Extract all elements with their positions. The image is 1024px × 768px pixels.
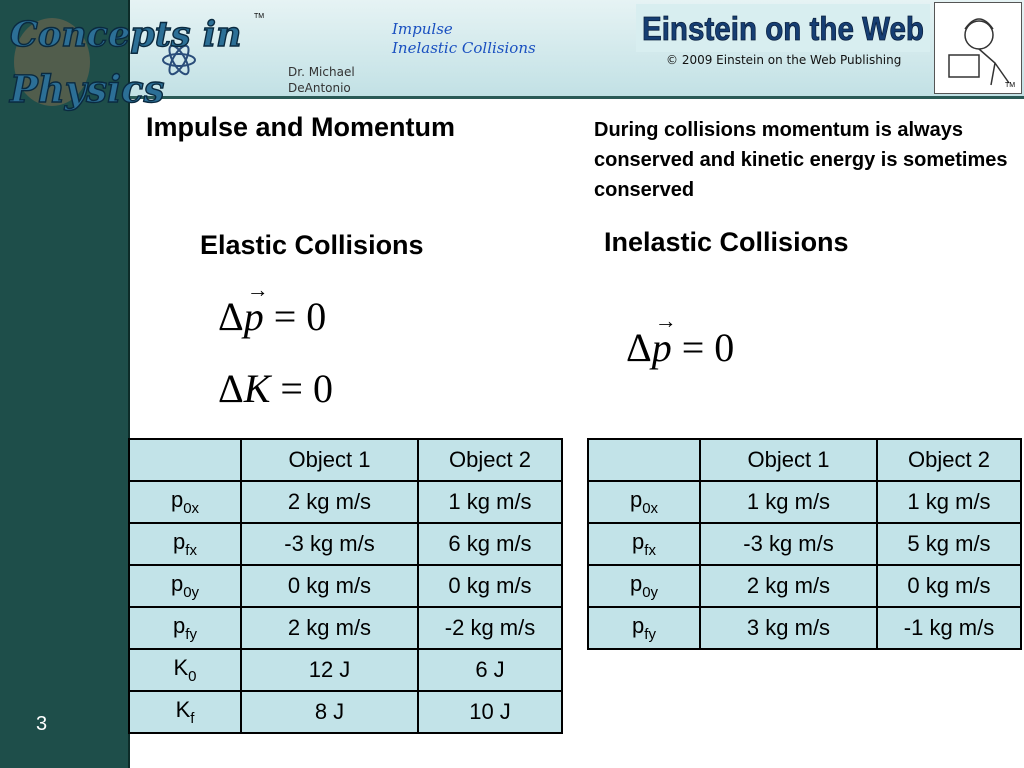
delta-symbol: Δ — [626, 325, 652, 370]
cell-object-1: 2 kg m/s — [241, 607, 418, 649]
author-line2: DeAntonio — [288, 81, 351, 95]
cell-object-2: 6 J — [418, 649, 562, 691]
einstein-cartoon-icon — [934, 2, 1022, 94]
equation-rhs: = 0 — [280, 366, 333, 411]
inelastic-heading: Inelastic Collisions — [604, 227, 849, 257]
row-label: $p_{fx}$ — [129, 523, 241, 565]
elastic-heading: Elastic Collisions — [200, 230, 424, 260]
momentum-variable: p — [243, 294, 264, 339]
elastic-energy-equation — [218, 365, 333, 412]
table-row — [129, 523, 562, 565]
header-object-1: Object 1 — [241, 439, 418, 481]
elastic-momentum-equation — [218, 277, 327, 340]
cell-object-1: 12 J — [241, 649, 418, 691]
row-label: $K_0$ — [129, 649, 241, 691]
header-object-1: Object 1 — [700, 439, 877, 481]
cell-object-2: 0 kg m/s — [418, 565, 562, 607]
delta-symbol: Δ — [218, 294, 244, 339]
header-cell-empty — [129, 439, 241, 481]
table-header-row — [588, 439, 1021, 481]
momentum-vector-symbol — [243, 277, 269, 340]
cell-object-1: 0 kg m/s — [241, 565, 418, 607]
equation-rhs: = 0 — [681, 325, 735, 370]
cell-object-1: 8 J — [241, 691, 418, 733]
banner-tm: TM — [1005, 82, 1016, 89]
momentum-variable: p — [651, 325, 672, 370]
cell-object-1: -3 kg m/s — [241, 523, 418, 565]
row-label: $p_{fy}$ — [588, 607, 700, 649]
cell-object-2: 10 J — [418, 691, 562, 733]
momentum-vector-symbol — [651, 308, 677, 371]
header-cell-empty — [588, 439, 700, 481]
logo-line1: Concepts in — [10, 14, 242, 55]
sidebar — [0, 0, 130, 768]
subtitle-line2: Inelastic Collisions — [392, 39, 536, 57]
row-label: $p_{0y}$ — [588, 565, 700, 607]
logo-tm: TM — [254, 13, 265, 20]
row-label: $p_{0x}$ — [129, 481, 241, 523]
cell-object-1: 2 kg m/s — [241, 481, 418, 523]
equation-rhs: = 0 — [273, 294, 327, 339]
cell-object-2: -1 kg m/s — [877, 607, 1021, 649]
lesson-subtitle — [392, 20, 536, 58]
table-row — [129, 481, 562, 523]
table-row — [129, 691, 562, 733]
table-row — [129, 565, 562, 607]
header-object-2: Object 2 — [418, 439, 562, 481]
einstein-on-the-web-logo — [636, 4, 930, 52]
cell-object-1: 2 kg m/s — [700, 565, 877, 607]
header-object-2: Object 2 — [877, 439, 1021, 481]
cell-object-2: -2 kg m/s — [418, 607, 562, 649]
cell-object-2: 1 kg m/s — [418, 481, 562, 523]
concepts-in-physics-logo — [4, 2, 270, 112]
row-label: $p_{fx}$ — [588, 523, 700, 565]
table-row — [588, 481, 1021, 523]
energy-variable: K — [243, 366, 271, 411]
row-label: $p_{fy}$ — [129, 607, 241, 649]
cell-object-1: 3 kg m/s — [700, 607, 877, 649]
vector-arrow-icon: → — [246, 277, 269, 302]
cell-object-2: 0 kg m/s — [877, 565, 1021, 607]
table-row — [129, 607, 562, 649]
author-line1: Dr. Michael — [288, 65, 355, 79]
delta-symbol: Δ — [218, 366, 244, 411]
conservation-note: During collisions momentum is always conserved and kinetic energy is sometimes conserved — [594, 119, 1008, 201]
table-row — [588, 607, 1021, 649]
table-row — [588, 565, 1021, 607]
cell-object-2: 6 kg m/s — [418, 523, 562, 565]
vector-arrow-icon: → — [654, 308, 677, 333]
inelastic-collision-table — [587, 438, 1022, 650]
inelastic-momentum-equation — [626, 308, 735, 371]
copyright-text: © 2009 Einstein on the Web Publishing — [666, 53, 902, 67]
logo-line2: Physics — [10, 67, 165, 111]
slide-title: Impulse and Momentum — [146, 112, 456, 142]
row-label: $K_f$ — [129, 691, 241, 733]
banner-title: Einstein on the Web — [642, 10, 924, 47]
cell-object-1: 1 kg m/s — [700, 481, 877, 523]
row-label: $p_{0x}$ — [588, 481, 700, 523]
table-header-row — [129, 439, 562, 481]
author-name — [288, 64, 355, 96]
row-label: $p_{0y}$ — [129, 565, 241, 607]
slide-number: 3 — [36, 713, 48, 735]
table-row — [588, 523, 1021, 565]
cell-object-1: -3 kg m/s — [700, 523, 877, 565]
subtitle-line1: Impulse — [392, 20, 453, 38]
cell-object-2: 1 kg m/s — [877, 481, 1021, 523]
elastic-collision-table — [128, 438, 563, 734]
table-row — [129, 649, 562, 691]
cell-object-2: 5 kg m/s — [877, 523, 1021, 565]
